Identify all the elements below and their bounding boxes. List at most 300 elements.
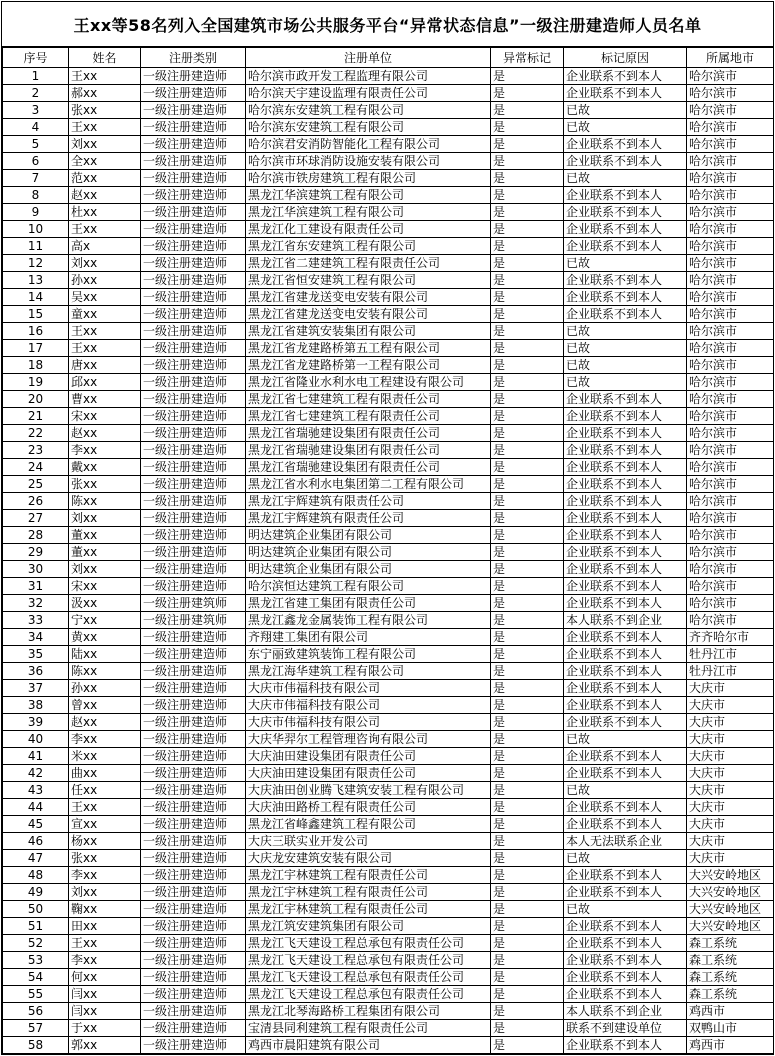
cell-name: 李xx: [69, 731, 141, 748]
cell-city: 哈尔滨市: [687, 459, 774, 476]
cell-serial: 13: [3, 272, 69, 289]
cell-reason: 企业联系不到本人: [564, 714, 687, 731]
cell-reason: 企业联系不到本人: [564, 459, 687, 476]
cell-name: 曲xx: [69, 765, 141, 782]
cell-serial: 58: [3, 1037, 69, 1054]
cell-flag: 是: [491, 187, 564, 204]
cell-reason: 已故: [564, 374, 687, 391]
cell-flag: 是: [491, 748, 564, 765]
table-row: [3, 901, 774, 918]
table-row: [3, 306, 774, 323]
cell-city: 哈尔滨市: [687, 442, 774, 459]
cell-city: 哈尔滨市: [687, 136, 774, 153]
cell-city: 哈尔滨市: [687, 357, 774, 374]
table-row: [3, 272, 774, 289]
personnel-table: [2, 47, 774, 1054]
cell-city: 哈尔滨市: [687, 527, 774, 544]
cell-category: 一级注册建造师: [141, 119, 246, 136]
cell-flag: 是: [491, 935, 564, 952]
cell-serial: 18: [3, 357, 69, 374]
cell-category: 一级注册建造师: [141, 408, 246, 425]
column-header-serial: 序号: [3, 48, 69, 68]
cell-serial: 9: [3, 204, 69, 221]
table-row: [3, 289, 774, 306]
cell-flag: 是: [491, 408, 564, 425]
cell-unit: 大庆华羿尔工程管理咨询有限公司: [246, 731, 491, 748]
cell-category: 一级注册建造师: [141, 697, 246, 714]
cell-name: 董xx: [69, 527, 141, 544]
cell-city: 森工系统: [687, 935, 774, 952]
cell-category: 一级注册建造师: [141, 782, 246, 799]
cell-name: 宋xx: [69, 408, 141, 425]
cell-category: 一级注册建造师: [141, 765, 246, 782]
cell-city: 大庆市: [687, 782, 774, 799]
cell-reason: 企业联系不到本人: [564, 680, 687, 697]
cell-serial: 37: [3, 680, 69, 697]
cell-category: 一级注册建造师: [141, 850, 246, 867]
cell-serial: 22: [3, 425, 69, 442]
cell-unit: 黑龙江飞天建设工程总承包有限责任公司: [246, 969, 491, 986]
cell-category: 一级注册建造师: [141, 255, 246, 272]
cell-city: 哈尔滨市: [687, 595, 774, 612]
table-row: [3, 323, 774, 340]
cell-name: 吴xx: [69, 289, 141, 306]
cell-unit: 黑龙江省二建建筑工程有限责任公司: [246, 255, 491, 272]
cell-name: 王xx: [69, 935, 141, 952]
table-row: [3, 340, 774, 357]
table-row: [3, 782, 774, 799]
cell-serial: 41: [3, 748, 69, 765]
cell-serial: 28: [3, 527, 69, 544]
cell-city: 哈尔滨市: [687, 476, 774, 493]
cell-name: 孙xx: [69, 272, 141, 289]
cell-serial: 50: [3, 901, 69, 918]
cell-category: 一级注册建造师: [141, 153, 246, 170]
cell-flag: 是: [491, 969, 564, 986]
cell-city: 哈尔滨市: [687, 221, 774, 238]
cell-name: 童xx: [69, 306, 141, 323]
cell-reason: 企业联系不到本人: [564, 425, 687, 442]
cell-category: 一级注册建造师: [141, 85, 246, 102]
cell-flag: 是: [491, 85, 564, 102]
cell-flag: 是: [491, 952, 564, 969]
cell-unit: 明达建筑企业集团有限公司: [246, 561, 491, 578]
cell-unit: 大庆油田建设集团有限责任公司: [246, 748, 491, 765]
cell-city: 哈尔滨市: [687, 204, 774, 221]
cell-name: 宁xx: [69, 612, 141, 629]
cell-reason: 已故: [564, 340, 687, 357]
table-row: [3, 68, 774, 85]
cell-flag: 是: [491, 102, 564, 119]
cell-reason: 本人联系不到企业: [564, 612, 687, 629]
cell-serial: 4: [3, 119, 69, 136]
cell-city: 哈尔滨市: [687, 187, 774, 204]
cell-name: 宋xx: [69, 578, 141, 595]
cell-name: 田xx: [69, 918, 141, 935]
cell-category: 一级注册建造师: [141, 714, 246, 731]
cell-category: 一级注册建造师: [141, 289, 246, 306]
cell-category: 一级注册建造师: [141, 391, 246, 408]
cell-name: 于xx: [69, 1020, 141, 1037]
cell-reason: 本人无法联系企业: [564, 833, 687, 850]
cell-reason: 企业联系不到本人: [564, 867, 687, 884]
cell-serial: 27: [3, 510, 69, 527]
cell-flag: 是: [491, 731, 564, 748]
cell-unit: 黑龙江省东安建筑工程有限公司: [246, 238, 491, 255]
cell-reason: 企业联系不到本人: [564, 816, 687, 833]
cell-unit: 黑龙江省瑞驰建设集团有限责任公司: [246, 425, 491, 442]
cell-serial: 45: [3, 816, 69, 833]
cell-reason: 企业联系不到本人: [564, 765, 687, 782]
cell-flag: 是: [491, 136, 564, 153]
table-row: [3, 578, 774, 595]
cell-unit: 黑龙江省恒安建筑工程有限公司: [246, 272, 491, 289]
table-row: [3, 119, 774, 136]
cell-reason: 企业联系不到本人: [564, 986, 687, 1003]
cell-unit: 黑龙江省峰鑫建筑工程有限公司: [246, 816, 491, 833]
cell-serial: 25: [3, 476, 69, 493]
cell-flag: 是: [491, 119, 564, 136]
cell-name: 刘xx: [69, 561, 141, 578]
cell-city: 大兴安岭地区: [687, 901, 774, 918]
cell-name: 范xx: [69, 170, 141, 187]
column-header-flag: 异常标记: [491, 48, 564, 68]
cell-reason: 企业联系不到本人: [564, 68, 687, 85]
cell-flag: 是: [491, 697, 564, 714]
cell-category: 一级注册建造师: [141, 1020, 246, 1037]
cell-unit: 宝清县同利建筑工程有限责任公司: [246, 1020, 491, 1037]
cell-reason: 企业联系不到本人: [564, 408, 687, 425]
cell-name: 鞠xx: [69, 901, 141, 918]
table-row: [3, 170, 774, 187]
table-row: [3, 833, 774, 850]
cell-flag: 是: [491, 1037, 564, 1054]
cell-serial: 43: [3, 782, 69, 799]
cell-city: 哈尔滨市: [687, 510, 774, 527]
cell-unit: 黑龙江宇辉建筑有限责任公司: [246, 510, 491, 527]
cell-category: 一级注册建造师: [141, 170, 246, 187]
cell-category: 一级注册建造师: [141, 629, 246, 646]
cell-reason: 企业联系不到本人: [564, 697, 687, 714]
cell-reason: 企业联系不到本人: [564, 306, 687, 323]
cell-flag: 是: [491, 578, 564, 595]
cell-name: 刘xx: [69, 510, 141, 527]
cell-name: 李xx: [69, 952, 141, 969]
table-row: [3, 153, 774, 170]
cell-category: 一级注册建造师: [141, 969, 246, 986]
cell-city: 哈尔滨市: [687, 323, 774, 340]
cell-flag: 是: [491, 204, 564, 221]
cell-name: 唐xx: [69, 357, 141, 374]
cell-category: 一级注册建造师: [141, 187, 246, 204]
cell-category: 一级注册建造师: [141, 952, 246, 969]
cell-name: 任xx: [69, 782, 141, 799]
cell-category: 一级注册建造师: [141, 561, 246, 578]
cell-unit: 大庆市伟福科技有限公司: [246, 680, 491, 697]
cell-serial: 47: [3, 850, 69, 867]
cell-city: 大庆市: [687, 850, 774, 867]
cell-unit: 鸡西市晨阳建筑有限公司: [246, 1037, 491, 1054]
cell-unit: 黑龙江宇辉建筑有限责任公司: [246, 493, 491, 510]
cell-reason: 企业联系不到本人: [564, 153, 687, 170]
cell-flag: 是: [491, 510, 564, 527]
table-row: [3, 969, 774, 986]
cell-unit: 哈尔滨天宇建设监理有限责任公司: [246, 85, 491, 102]
cell-name: 宣xx: [69, 816, 141, 833]
cell-city: 大庆市: [687, 833, 774, 850]
cell-city: 哈尔滨市: [687, 170, 774, 187]
cell-city: 哈尔滨市: [687, 544, 774, 561]
cell-flag: 是: [491, 1003, 564, 1020]
cell-name: 王xx: [69, 799, 141, 816]
cell-reason: 企业联系不到本人: [564, 527, 687, 544]
cell-name: 张xx: [69, 850, 141, 867]
cell-name: 何xx: [69, 969, 141, 986]
cell-flag: 是: [491, 391, 564, 408]
cell-reason: 已故: [564, 170, 687, 187]
cell-flag: 是: [491, 612, 564, 629]
cell-serial: 3: [3, 102, 69, 119]
table-row: [3, 102, 774, 119]
cell-reason: 已故: [564, 255, 687, 272]
cell-serial: 2: [3, 85, 69, 102]
cell-reason: 企业联系不到本人: [564, 85, 687, 102]
table-row: [3, 935, 774, 952]
cell-serial: 29: [3, 544, 69, 561]
cell-name: 曹xx: [69, 391, 141, 408]
table-row: [3, 476, 774, 493]
cell-city: 哈尔滨市: [687, 119, 774, 136]
cell-flag: 是: [491, 782, 564, 799]
cell-reason: 已故: [564, 119, 687, 136]
table-row: [3, 680, 774, 697]
page-title: 王xx等58名列入全国建筑市场公共服务平台“异常状态信息”一级注册建造师人员名单: [2, 2, 773, 47]
cell-flag: 是: [491, 1020, 564, 1037]
table-row: [3, 442, 774, 459]
cell-city: 齐齐哈尔市: [687, 629, 774, 646]
cell-flag: 是: [491, 221, 564, 238]
cell-reason: 已故: [564, 323, 687, 340]
table-row: [3, 646, 774, 663]
column-header-name: 姓名: [69, 48, 141, 68]
cell-serial: 48: [3, 867, 69, 884]
table-row: [3, 374, 774, 391]
cell-serial: 40: [3, 731, 69, 748]
cell-unit: 黑龙江海华建筑工程有限公司: [246, 663, 491, 680]
cell-category: 一级注册建造师: [141, 884, 246, 901]
cell-serial: 46: [3, 833, 69, 850]
cell-reason: 企业联系不到本人: [564, 646, 687, 663]
cell-name: 杨xx: [69, 833, 141, 850]
cell-serial: 39: [3, 714, 69, 731]
cell-category: 一级注册建造师: [141, 340, 246, 357]
table-row: [3, 731, 774, 748]
cell-serial: 31: [3, 578, 69, 595]
cell-serial: 38: [3, 697, 69, 714]
cell-flag: 是: [491, 306, 564, 323]
cell-name: 王xx: [69, 221, 141, 238]
cell-category: 一级注册建造师: [141, 799, 246, 816]
cell-category: 一级注册建造师: [141, 476, 246, 493]
table-row: [3, 867, 774, 884]
cell-city: 哈尔滨市: [687, 612, 774, 629]
cell-unit: 大庆油田路桥工程有限责任公司: [246, 799, 491, 816]
cell-name: 全xx: [69, 153, 141, 170]
cell-name: 戴xx: [69, 459, 141, 476]
cell-unit: 黑龙江宇林建筑工程有限责任公司: [246, 867, 491, 884]
cell-reason: 企业联系不到本人: [564, 578, 687, 595]
cell-city: 哈尔滨市: [687, 578, 774, 595]
cell-category: 一级注册建造师: [141, 527, 246, 544]
cell-city: 大庆市: [687, 816, 774, 833]
table-row: [3, 221, 774, 238]
cell-name: 刘xx: [69, 255, 141, 272]
cell-flag: 是: [491, 663, 564, 680]
cell-category: 一级注册建造师: [141, 102, 246, 119]
table-row: [3, 238, 774, 255]
cell-category: 一级注册建造师: [141, 425, 246, 442]
cell-serial: 20: [3, 391, 69, 408]
cell-unit: 黑龙江省建龙送变电安装有限公司: [246, 289, 491, 306]
cell-city: 哈尔滨市: [687, 68, 774, 85]
cell-city: 森工系统: [687, 986, 774, 1003]
cell-name: 刘xx: [69, 884, 141, 901]
cell-name: 闫xx: [69, 986, 141, 1003]
cell-city: 森工系统: [687, 969, 774, 986]
cell-serial: 10: [3, 221, 69, 238]
cell-category: 一级注册建造师: [141, 68, 246, 85]
cell-reason: 企业联系不到本人: [564, 391, 687, 408]
cell-city: 鸡西市: [687, 1037, 774, 1054]
cell-unit: 哈尔滨市铁房建筑工程有限公司: [246, 170, 491, 187]
cell-flag: 是: [491, 323, 564, 340]
cell-name: 米xx: [69, 748, 141, 765]
table-row: [3, 850, 774, 867]
cell-flag: 是: [491, 799, 564, 816]
cell-serial: 6: [3, 153, 69, 170]
cell-unit: 黑龙江飞天建设工程总承包有限责任公司: [246, 986, 491, 1003]
cell-serial: 52: [3, 935, 69, 952]
cell-reason: 企业联系不到本人: [564, 799, 687, 816]
cell-reason: 已故: [564, 901, 687, 918]
cell-city: 哈尔滨市: [687, 493, 774, 510]
cell-unit: 大庆市伟福科技有限公司: [246, 697, 491, 714]
cell-flag: 是: [491, 476, 564, 493]
cell-category: 一级注册建造师: [141, 459, 246, 476]
cell-reason: 企业联系不到本人: [564, 918, 687, 935]
cell-unit: 明达建筑企业集团有限公司: [246, 544, 491, 561]
cell-category: 一级注册建造师: [141, 204, 246, 221]
cell-reason: 企业联系不到本人: [564, 595, 687, 612]
cell-city: 哈尔滨市: [687, 255, 774, 272]
table-row: [3, 697, 774, 714]
cell-flag: 是: [491, 850, 564, 867]
cell-name: 陈xx: [69, 663, 141, 680]
cell-serial: 15: [3, 306, 69, 323]
cell-category: 一级注册建造师: [141, 493, 246, 510]
cell-reason: 企业联系不到本人: [564, 136, 687, 153]
cell-category: 一级注册建造师: [141, 1037, 246, 1054]
cell-flag: 是: [491, 714, 564, 731]
cell-name: 赵xx: [69, 187, 141, 204]
cell-city: 哈尔滨市: [687, 238, 774, 255]
cell-flag: 是: [491, 884, 564, 901]
table-row: [3, 408, 774, 425]
cell-category: 一级注册建造师: [141, 442, 246, 459]
cell-unit: 哈尔滨东安建筑工程有限公司: [246, 102, 491, 119]
cell-unit: 黑龙江华滨建筑工程有限公司: [246, 204, 491, 221]
cell-serial: 12: [3, 255, 69, 272]
cell-city: 牡丹江市: [687, 663, 774, 680]
cell-flag: 是: [491, 629, 564, 646]
cell-serial: 36: [3, 663, 69, 680]
column-header-unit: 注册单位: [246, 48, 491, 68]
table-row: [3, 527, 774, 544]
cell-serial: 44: [3, 799, 69, 816]
cell-unit: 黑龙江省水利水电集团第二工程有限公司: [246, 476, 491, 493]
cell-name: 董xx: [69, 544, 141, 561]
table-row: [3, 663, 774, 680]
cell-serial: 8: [3, 187, 69, 204]
table-row: [3, 884, 774, 901]
cell-city: 哈尔滨市: [687, 340, 774, 357]
cell-unit: 大庆市伟福科技有限公司: [246, 714, 491, 731]
table-row: [3, 136, 774, 153]
cell-category: 一级注册建造师: [141, 1003, 246, 1020]
cell-category: 一级注册建造师: [141, 221, 246, 238]
cell-flag: 是: [491, 833, 564, 850]
cell-category: 一级注册建造师: [141, 238, 246, 255]
cell-serial: 7: [3, 170, 69, 187]
column-header-category: 注册类别: [141, 48, 246, 68]
cell-serial: 26: [3, 493, 69, 510]
cell-flag: 是: [491, 425, 564, 442]
cell-city: 大庆市: [687, 680, 774, 697]
cell-category: 一级注册建造师: [141, 272, 246, 289]
cell-unit: 黑龙江省七建建筑工程有限责任公司: [246, 391, 491, 408]
cell-reason: 企业联系不到本人: [564, 544, 687, 561]
cell-serial: 34: [3, 629, 69, 646]
table-row: [3, 544, 774, 561]
cell-name: 闫xx: [69, 1003, 141, 1020]
cell-serial: 55: [3, 986, 69, 1003]
cell-flag: 是: [491, 765, 564, 782]
cell-serial: 49: [3, 884, 69, 901]
cell-category: 一级注册建造师: [141, 357, 246, 374]
cell-name: 郝xx: [69, 85, 141, 102]
cell-city: 鸡西市: [687, 1003, 774, 1020]
cell-unit: 哈尔滨市政开发工程监理有限公司: [246, 68, 491, 85]
cell-serial: 35: [3, 646, 69, 663]
cell-category: 一级注册建造师: [141, 918, 246, 935]
cell-serial: 16: [3, 323, 69, 340]
cell-serial: 1: [3, 68, 69, 85]
cell-reason: 企业联系不到本人: [564, 442, 687, 459]
cell-city: 哈尔滨市: [687, 425, 774, 442]
cell-reason: 企业联系不到本人: [564, 969, 687, 986]
cell-city: 哈尔滨市: [687, 561, 774, 578]
cell-category: 一级注册建造师: [141, 901, 246, 918]
cell-unit: 黑龙江鑫龙金属装饰工程有限公司: [246, 612, 491, 629]
table-row: [3, 255, 774, 272]
cell-unit: 黑龙江宇林建筑工程有限责任公司: [246, 901, 491, 918]
cell-serial: 33: [3, 612, 69, 629]
cell-name: 高x: [69, 238, 141, 255]
cell-serial: 21: [3, 408, 69, 425]
cell-reason: 已故: [564, 102, 687, 119]
cell-unit: 黑龙江省建龙送变电安装有限公司: [246, 306, 491, 323]
cell-serial: 56: [3, 1003, 69, 1020]
